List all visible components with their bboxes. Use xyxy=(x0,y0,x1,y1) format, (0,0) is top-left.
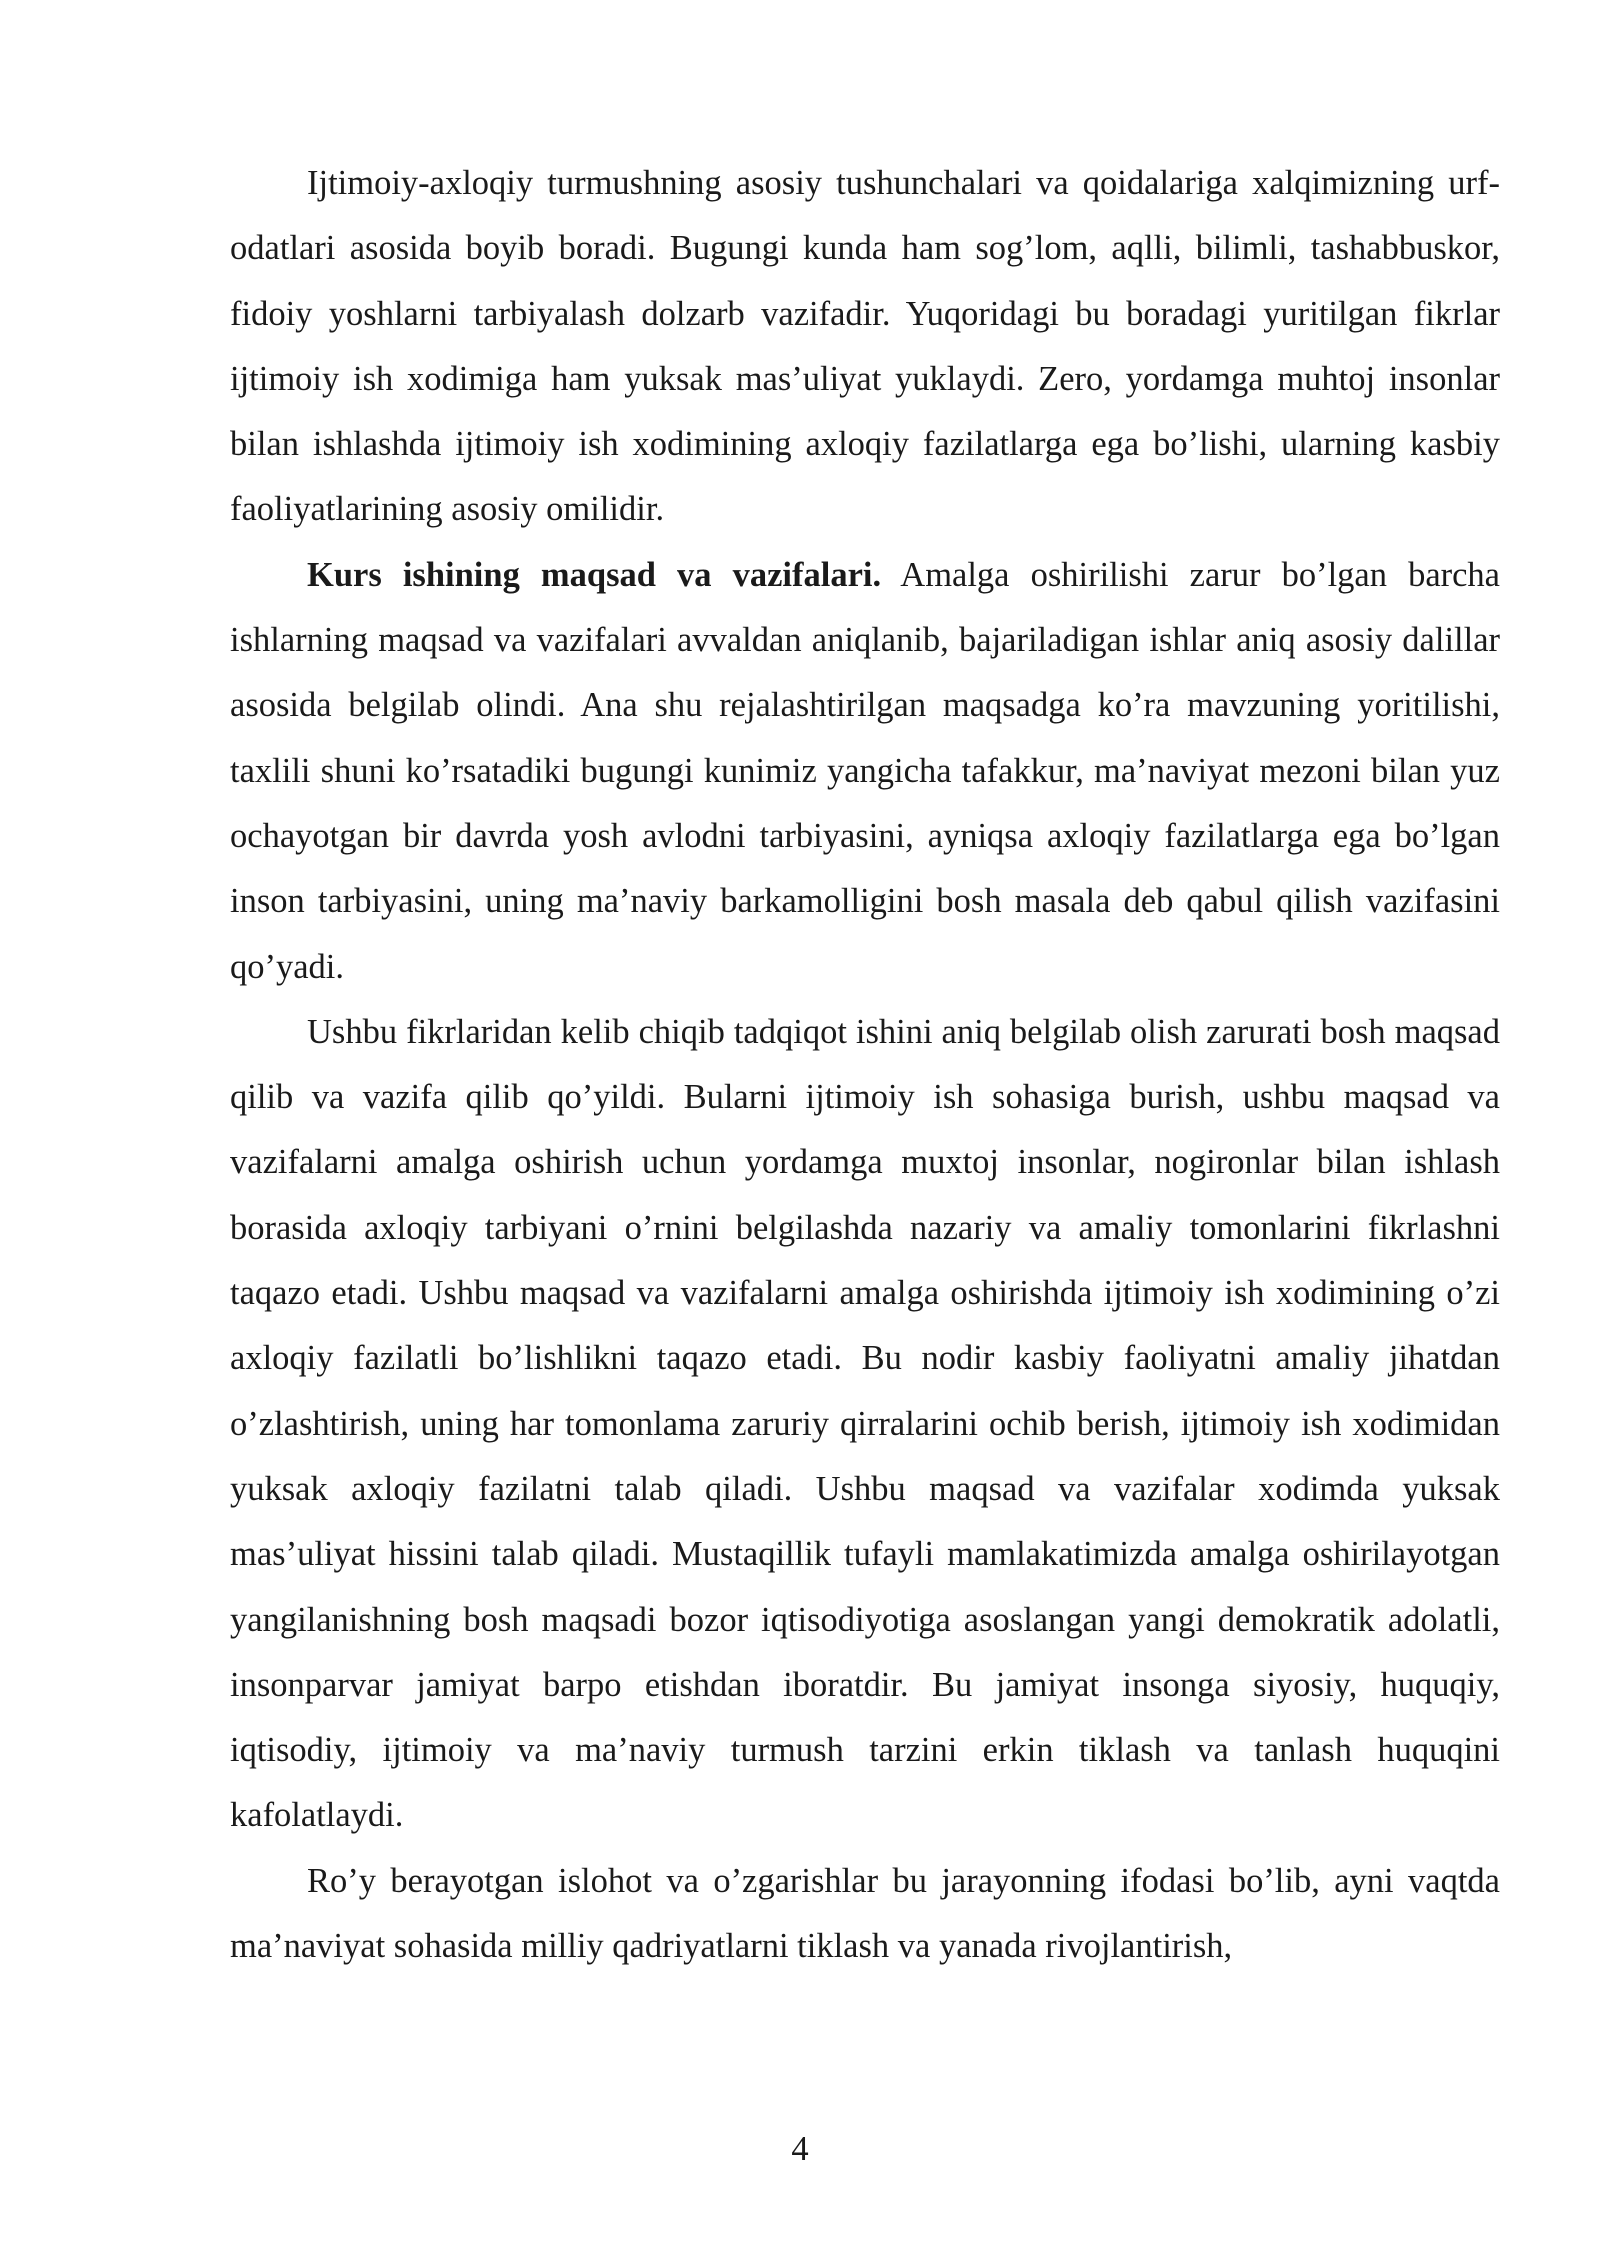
paragraph-2-text: Amalga oshirilishi zarur bo’lgan barcha ishlarning maqsad va vazifalari avvaldan aniqlanib, bajariladigan ishlar aniq asosiy dalillar asosida belgilab olindi. Ana shu rejalashtirilgan maqsadga ko’ra mavzuning yoritilishi, taxlili shuni ko’rsatadiki bugungi kunimiz yangicha tafakkur, ma’naviyat mezoni bilan yuz ochayotgan bir davrda yosh avlodni tarbiyasini, ayniqsa axloqiy fazilatlarga ega bo’lgan inson tarbiyasini, uning ma’naviy barkamolligini bosh masala deb qabul qilish vazifasini qo’yadi. xyxy=(230,555,1500,986)
paragraph-1-text: Ijtimoiy-axloqiy turmushning asosiy tushunchalari va qoidalariga xalqimizning urf-odatlari asosida boyib boradi. Bugungi kunda ham sog’lom, aqlli, bilimli, tashabbuskor, fidoiy yoshlarni tarbiyalash dolzarb vazifadir. Yuqoridagi bu boradagi yuritilgan fikrlar ijtimoiy ish xodimiga ham yuksak mas’uliyat yuklaydi. Zero, yordamga muhtoj insonlar bilan ishlashda ijtimoiy ish xodimining axloqiy fazilatlarga ega bo’lishi, ularning kasbiy faoliyatlarining asosiy omilidir. xyxy=(230,164,1500,529)
section-heading-inline: Kurs ishining maqsad va vazifalari. xyxy=(307,555,882,594)
paragraph-1 xyxy=(230,151,1500,543)
paragraph-3 xyxy=(230,1000,1500,1849)
paragraph-3-text: Ushbu fikrlaridan kelib chiqib tadqiqot ishini aniq belgilab olish zarurati bosh maqsad qilib va vazifa qilib qo’yildi. Bularni ijtimoiy ish sohasiga burish, ushbu maqsad va vazifalarni amalga oshirish uchun yordamga muxtoj insonlar, nogironlar bilan ishlash borasida axloqiy tarbiyani o’rnini belgilashda nazariy va amaliy tomonlarini fikrlashni taqazo etadi. Ushbu maqsad va vazifalarni amalga oshirishda ijtimoiy ish xodimining o’zi axloqiy fazilatli bo’lishlikni taqazo etadi. Bu nodir kasbiy faoliyatni amaliy jihatdan o’zlashtirish, uning har tomonlama zaruriy qirralarini ochib berish, ijtimoiy ish xodimidan yuksak axloqiy fazilatni talab qiladi. Ushbu maqsad va vazifalar xodimda yuksak mas’uliyat hissini talab qiladi. Mustaqillik tufayli mamlakatimizda amalga oshirilayotgan yangilanishning bosh maqsadi bozor iqtisodiyotiga asoslangan yangi demokratik adolatli, insonparvar jamiyat barpo etishdan iboratdir. Bu jamiyat insonga siyosiy, huquqiy, iqtisodiy, ijtimoiy va ma’naviy turmush tarzini erkin tiklash va tanlash huquqini kafolatlaydi. xyxy=(230,1012,1500,1835)
page-number: 4 xyxy=(791,2130,809,2168)
paragraph-4 xyxy=(230,1849,1500,1980)
paragraph-2 xyxy=(230,543,1500,1000)
paragraph-4-text: Ro’y berayotgan islohot va o’zgarishlar bu jarayonning ifodasi bo’lib, ayni vaqtda ma’naviyat sohasida milliy qadriyatlarni tiklash va yanada rivojlantirish, xyxy=(230,1861,1500,1966)
body-text xyxy=(230,151,1500,1979)
